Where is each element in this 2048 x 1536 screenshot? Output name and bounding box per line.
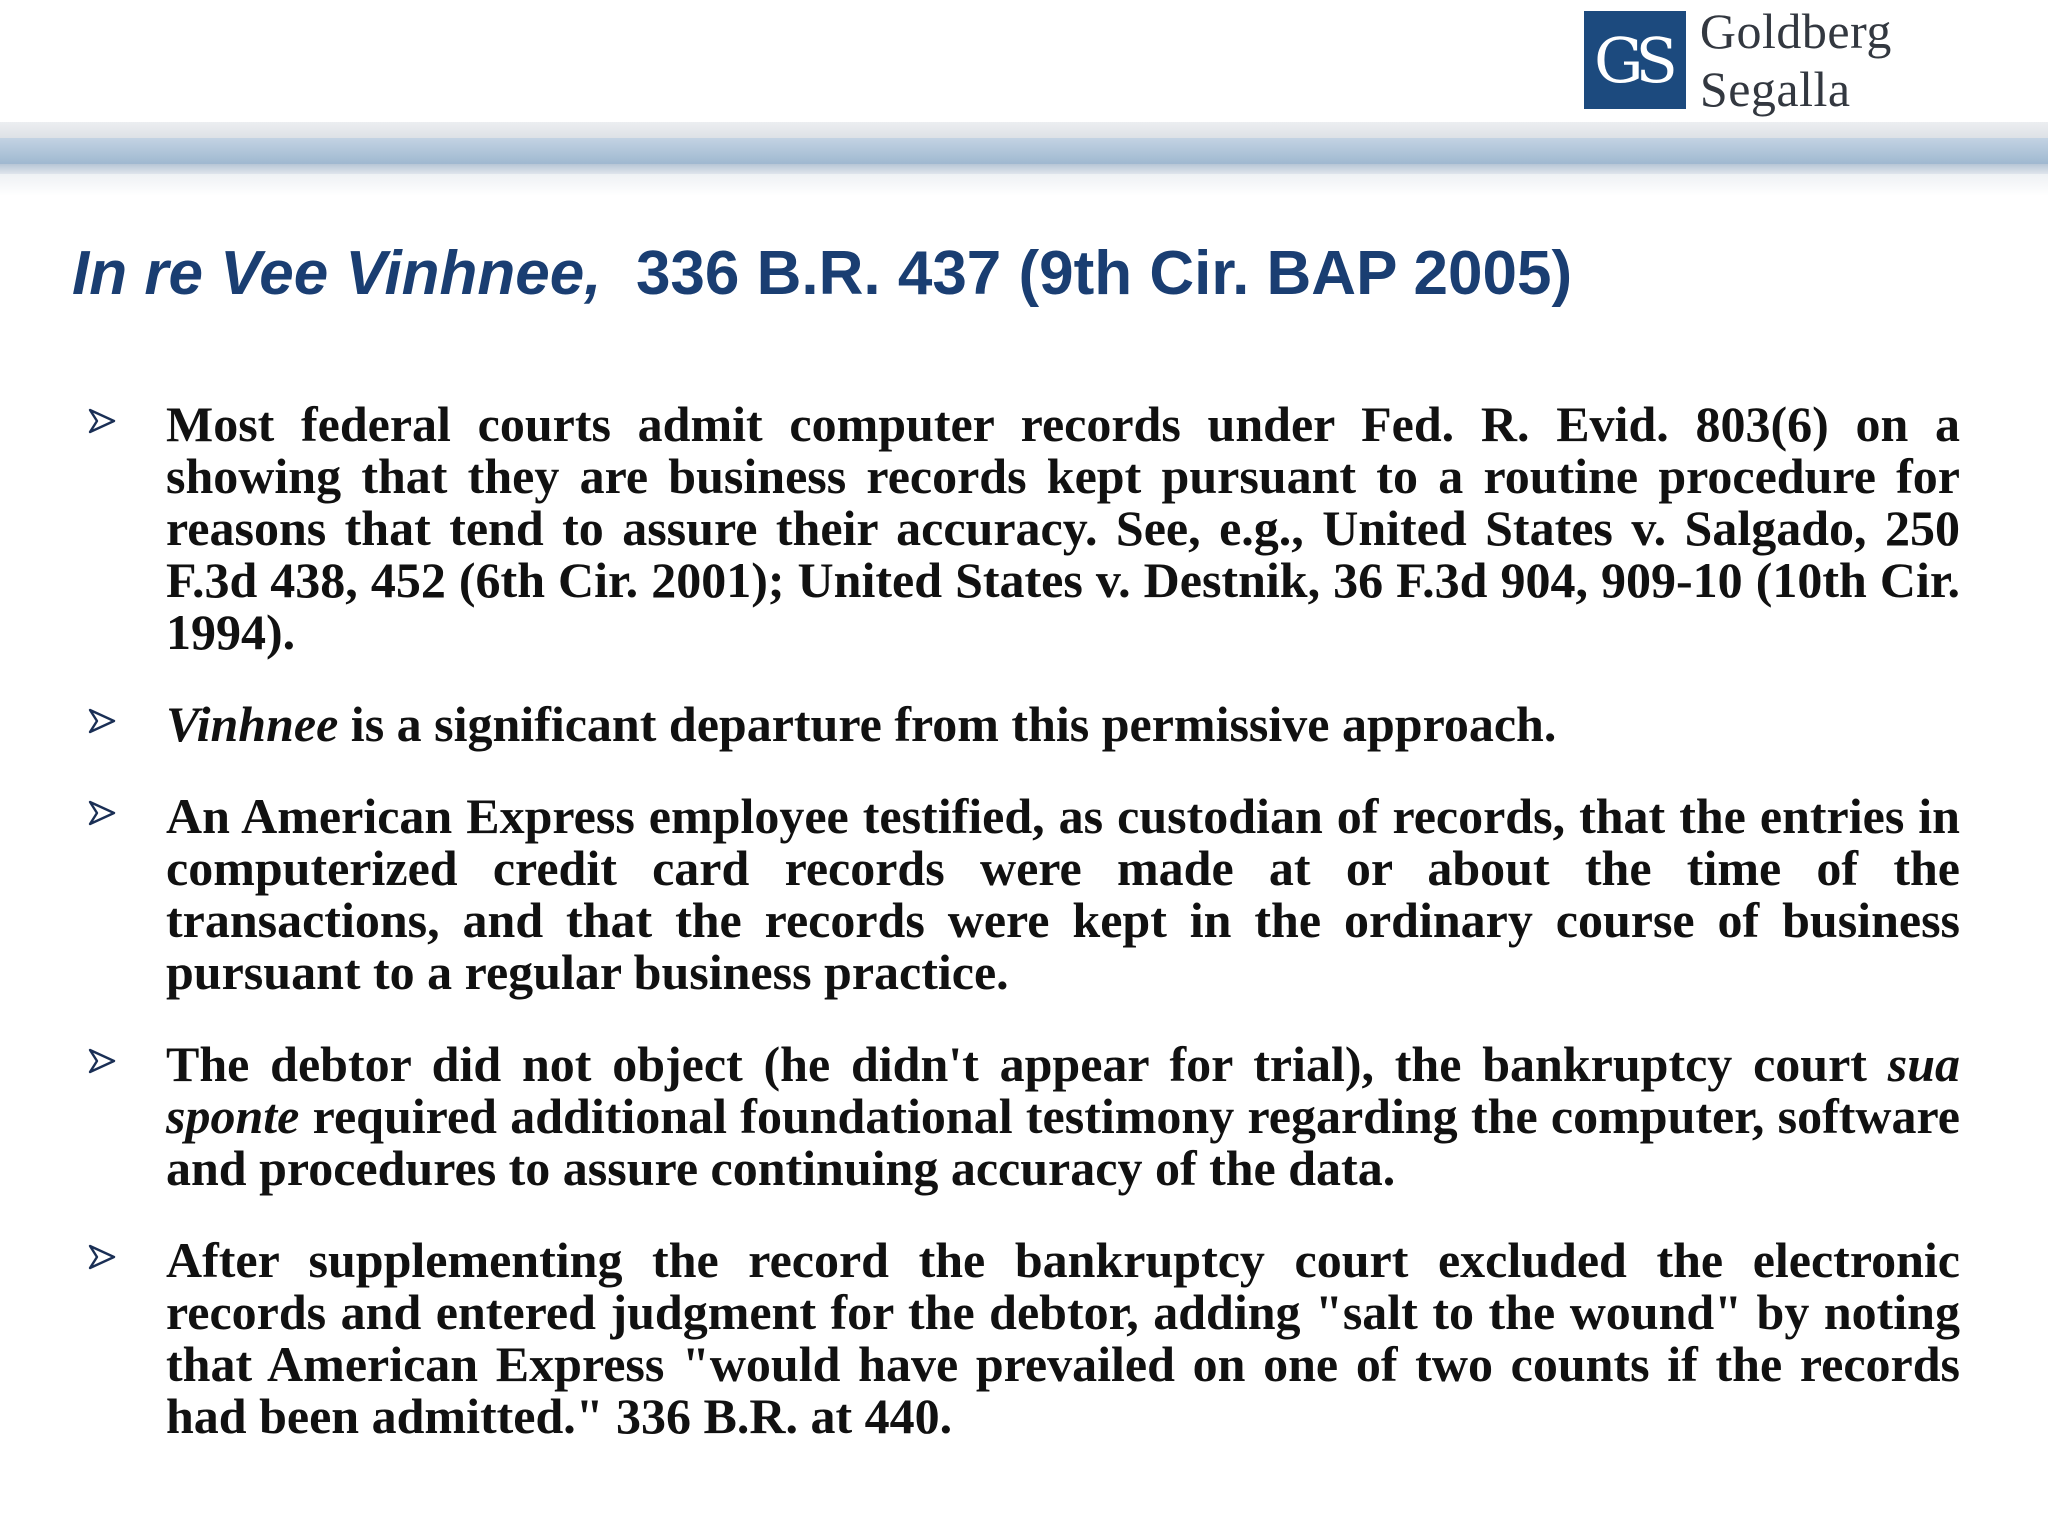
firm-logo: [1584, 3, 2048, 117]
arrowhead-bullet-icon: [88, 790, 166, 826]
header-divider-band: [0, 174, 2048, 196]
bullet-list: [88, 398, 1960, 1482]
firm-name: Goldberg Segalla: [1699, 3, 1892, 117]
bullet-text: [166, 698, 1960, 750]
header-divider-band: [0, 122, 2048, 138]
header-divider-band: [0, 164, 2048, 174]
bullet-text-body: The debtor did not object (he didn't appear for trial), the bankruptcy court: [166, 1036, 1888, 1092]
bullet-item: [88, 1234, 1960, 1442]
gs-logo-mark: [1584, 11, 1686, 109]
bullet-text-body: is a significant departure from this permissive approach.: [338, 696, 1557, 752]
bullet-text-body: required additional foundational testimony regarding the computer, software and procedures to assure continuing accuracy of the data.: [166, 1088, 1960, 1196]
bullet-text: [166, 398, 1960, 658]
title-citation: 336 B.R. 437 (9th Cir. BAP 2005): [635, 239, 1573, 308]
header-divider-band: [0, 138, 2048, 164]
bullet-item: [88, 790, 1960, 998]
bullet-item: [88, 698, 1960, 750]
bullet-text: [166, 1038, 1960, 1194]
arrowhead-bullet-icon: [88, 1038, 166, 1074]
bullet-text-body: An American Express employee testified, as custodian of records, that the entries in computerized credit card records were made at or about the time of the transactions, and that the records were kept in the ordinary course of business pursuant to a regular business practice.: [166, 788, 1960, 1000]
bullet-text: [166, 790, 1960, 998]
title-case-name: In re Vee Vinhnee,: [72, 239, 602, 308]
arrowhead-bullet-icon: [88, 1234, 166, 1270]
arrowhead-bullet-icon: [88, 398, 166, 434]
bullet-italic-phrase: sua sponte: [166, 1036, 1960, 1144]
bullet-text-body: After supplementing the record the bankruptcy court excluded the electronic records and entered judgment for the debtor, adding "salt to the wound" by noting that American Express "would have prevailed on one of two counts if the records had been admitted." 336 B.R. at 440.: [166, 1232, 1960, 1444]
bullet-item: [88, 398, 1960, 658]
slide-header: [0, 0, 2048, 124]
bullet-italic-case-name: Vinhnee: [166, 696, 339, 752]
bullet-item: [88, 1038, 1960, 1194]
slide-title: [72, 238, 1572, 309]
bullet-text-body: Most federal courts admit computer records under Fed. R. Evid. 803(6) on a showing that they are business records kept pursuant to a routine procedure for reasons that tend to assure their accuracy. See, e.g., United States v. Salgado, 250 F.3d 438, 452 (6th Cir. 2001); United States v. Destnik, 36 F.3d 904, 909-10 (10th Cir. 1994).: [166, 396, 1960, 660]
logo-mark-text: GS: [1593, 23, 1670, 97]
bullet-text: [166, 1234, 1960, 1442]
arrowhead-bullet-icon: [88, 698, 166, 734]
